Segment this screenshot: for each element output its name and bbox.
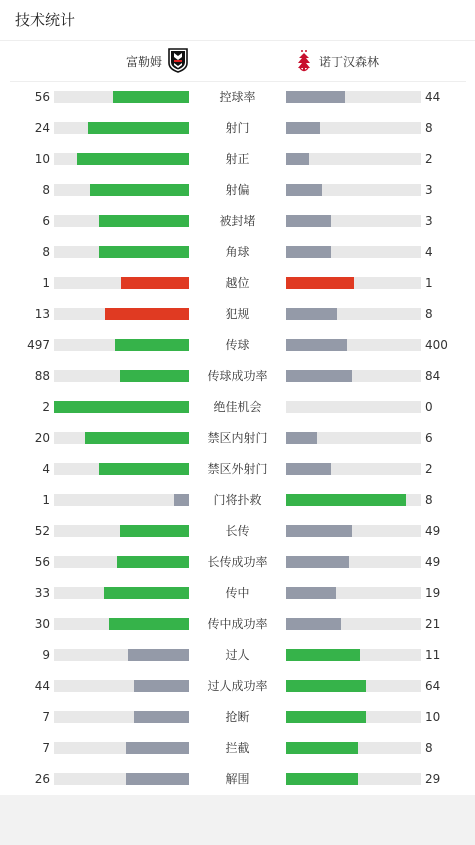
away-value: 2 bbox=[425, 462, 433, 476]
away-bar-fill bbox=[286, 773, 358, 785]
home-value: 20 bbox=[34, 431, 50, 445]
home-bar-fill bbox=[174, 494, 189, 506]
stat-row bbox=[0, 268, 475, 299]
stat-label: 射正 bbox=[225, 152, 250, 166]
stat-row bbox=[0, 578, 475, 609]
away-bar-fill bbox=[286, 494, 406, 506]
stat-label: 长传成功率 bbox=[207, 555, 268, 569]
home-bar-fill bbox=[126, 773, 189, 785]
away-bar-fill bbox=[286, 308, 337, 320]
away-value: 11 bbox=[425, 648, 441, 662]
stat-row bbox=[0, 392, 475, 423]
away-bar-track bbox=[286, 153, 421, 165]
home-bar-fill bbox=[120, 525, 189, 537]
home-value: 1 bbox=[42, 276, 50, 290]
home-value: 497 bbox=[27, 338, 50, 352]
away-bar-track bbox=[286, 277, 421, 289]
stat-row bbox=[0, 175, 475, 206]
home-bar-track bbox=[54, 432, 189, 444]
home-bar-fill bbox=[104, 587, 189, 599]
away-bar-fill bbox=[286, 742, 358, 754]
stat-label: 禁区内射门 bbox=[207, 431, 268, 445]
home-value: 10 bbox=[34, 152, 50, 166]
away-bar-track bbox=[286, 587, 421, 599]
away-bar-fill bbox=[286, 525, 352, 537]
away-bar-track bbox=[286, 742, 421, 754]
stat-label: 过人成功率 bbox=[207, 679, 268, 693]
away-bar-track bbox=[286, 432, 421, 444]
home-value: 26 bbox=[34, 772, 50, 786]
stat-row bbox=[0, 547, 475, 578]
home-value: 6 bbox=[42, 214, 50, 228]
away-value: 49 bbox=[425, 524, 441, 538]
away-value: 0 bbox=[425, 400, 433, 414]
stat-label: 角球 bbox=[225, 245, 250, 259]
away-bar-track bbox=[286, 773, 421, 785]
away-bar-track bbox=[286, 122, 421, 134]
home-bar-track bbox=[54, 184, 189, 196]
home-bar-fill bbox=[99, 463, 189, 475]
away-value: 1 bbox=[425, 276, 433, 290]
away-bar-track bbox=[286, 339, 421, 351]
home-value: 13 bbox=[34, 307, 50, 321]
stat-label: 射门 bbox=[225, 121, 250, 135]
stat-label: 越位 bbox=[225, 276, 250, 290]
stat-row bbox=[0, 423, 475, 454]
away-bar-track bbox=[286, 401, 421, 413]
home-bar-track bbox=[54, 525, 189, 537]
away-bar-track bbox=[286, 680, 421, 692]
stat-row bbox=[0, 702, 475, 733]
home-bar-track bbox=[54, 215, 189, 227]
home-bar-track bbox=[54, 494, 189, 506]
home-bar-fill bbox=[126, 742, 189, 754]
away-value: 2 bbox=[425, 152, 433, 166]
home-bar-track bbox=[54, 401, 189, 413]
away-value: 8 bbox=[425, 121, 433, 135]
away-value: 3 bbox=[425, 214, 433, 228]
stat-row bbox=[0, 361, 475, 392]
stat-label: 犯规 bbox=[225, 307, 250, 321]
home-value: 44 bbox=[34, 679, 50, 693]
home-bar-fill bbox=[77, 153, 189, 165]
home-bar-fill bbox=[134, 680, 189, 692]
stat-label: 射偏 bbox=[225, 183, 250, 197]
away-value: 8 bbox=[425, 493, 433, 507]
home-bar-fill bbox=[113, 91, 189, 103]
away-value: 21 bbox=[425, 617, 441, 631]
home-bar-track bbox=[54, 277, 189, 289]
home-value: 33 bbox=[34, 586, 50, 600]
away-bar-fill bbox=[286, 122, 320, 134]
away-bar-fill bbox=[286, 649, 360, 661]
away-bar-track bbox=[286, 215, 421, 227]
page-title: 技术统计 bbox=[15, 11, 76, 29]
stat-row bbox=[0, 485, 475, 516]
away-value: 8 bbox=[425, 307, 433, 321]
away-bar-track bbox=[286, 711, 421, 723]
home-bar-fill bbox=[99, 215, 189, 227]
stat-label: 门将扑救 bbox=[213, 493, 262, 507]
stat-row bbox=[0, 330, 475, 361]
home-value: 4 bbox=[42, 462, 50, 476]
home-bar-fill bbox=[105, 308, 189, 320]
away-bar-fill bbox=[286, 184, 322, 196]
stat-row bbox=[0, 733, 475, 764]
away-bar-track bbox=[286, 494, 421, 506]
away-value: 10 bbox=[425, 710, 441, 724]
stat-row bbox=[0, 671, 475, 702]
away-bar-fill bbox=[286, 587, 336, 599]
home-value: 8 bbox=[42, 183, 50, 197]
away-bar-track bbox=[286, 556, 421, 568]
stat-label: 传中 bbox=[225, 586, 250, 600]
stat-row bbox=[0, 144, 475, 175]
stat-row bbox=[0, 454, 475, 485]
home-value: 56 bbox=[34, 90, 50, 104]
home-bar-fill bbox=[88, 122, 189, 134]
stat-row bbox=[0, 516, 475, 547]
home-bar-fill bbox=[99, 246, 189, 258]
away-value: 3 bbox=[425, 183, 433, 197]
home-bar-track bbox=[54, 587, 189, 599]
away-value: 4 bbox=[425, 245, 433, 259]
away-bar-fill bbox=[286, 91, 345, 103]
home-bar-fill bbox=[54, 401, 189, 413]
home-bar-track bbox=[54, 773, 189, 785]
home-bar-track bbox=[54, 618, 189, 630]
away-value: 84 bbox=[425, 369, 441, 383]
home-bar-fill bbox=[109, 618, 189, 630]
home-value: 56 bbox=[34, 555, 50, 569]
stat-label: 传球成功率 bbox=[207, 369, 268, 383]
away-value: 44 bbox=[425, 90, 441, 104]
home-bar-fill bbox=[90, 184, 189, 196]
stat-label: 传球 bbox=[225, 338, 250, 352]
stat-label: 长传 bbox=[225, 524, 250, 538]
away-value: 19 bbox=[425, 586, 441, 600]
home-value: 7 bbox=[42, 710, 50, 724]
stat-row bbox=[0, 113, 475, 144]
home-bar-track bbox=[54, 463, 189, 475]
home-bar-track bbox=[54, 370, 189, 382]
stat-label: 传中成功率 bbox=[207, 617, 268, 631]
stat-label: 绝佳机会 bbox=[213, 400, 262, 414]
away-bar-track bbox=[286, 184, 421, 196]
away-bar-track bbox=[286, 246, 421, 258]
stat-label: 被封堵 bbox=[219, 214, 256, 228]
stat-row bbox=[0, 764, 475, 795]
stat-label: 禁区外射门 bbox=[207, 462, 268, 476]
home-bar-fill bbox=[117, 556, 189, 568]
away-bar-fill bbox=[286, 463, 331, 475]
away-bar-fill bbox=[286, 246, 331, 258]
stat-label: 控球率 bbox=[219, 90, 256, 104]
away-bar-fill bbox=[286, 370, 352, 382]
stat-row bbox=[0, 237, 475, 268]
fulham-crest-icon bbox=[168, 48, 188, 73]
away-bar-track bbox=[286, 463, 421, 475]
away-bar-track bbox=[286, 649, 421, 661]
away-bar-track bbox=[286, 618, 421, 630]
away-bar-track bbox=[286, 525, 421, 537]
home-bar-fill bbox=[128, 649, 189, 661]
stat-row bbox=[0, 206, 475, 237]
stat-label: 拦截 bbox=[225, 741, 250, 755]
away-bar-fill bbox=[286, 432, 317, 444]
away-bar-fill bbox=[286, 339, 347, 351]
home-bar-track bbox=[54, 122, 189, 134]
away-bar-fill bbox=[286, 277, 354, 289]
home-value: 24 bbox=[34, 121, 50, 135]
away-value: 400 bbox=[425, 338, 448, 352]
home-value: 88 bbox=[34, 369, 50, 383]
home-value: 30 bbox=[34, 617, 50, 631]
nottingham-forest-crest-icon bbox=[296, 49, 312, 74]
away-bar-fill bbox=[286, 618, 341, 630]
title-divider bbox=[0, 40, 475, 41]
home-value: 52 bbox=[34, 524, 50, 538]
home-value: 1 bbox=[42, 493, 50, 507]
away-bar-track bbox=[286, 370, 421, 382]
home-bar-fill bbox=[120, 370, 189, 382]
home-team-name: 富勒姆 bbox=[125, 55, 162, 69]
teams-header bbox=[0, 45, 475, 79]
home-bar-track bbox=[54, 742, 189, 754]
stat-label: 过人 bbox=[225, 648, 250, 662]
home-value: 8 bbox=[42, 245, 50, 259]
stat-row bbox=[0, 82, 475, 113]
home-bar-track bbox=[54, 153, 189, 165]
away-bar-fill bbox=[286, 556, 349, 568]
away-bar-fill bbox=[286, 153, 309, 165]
stat-label: 抢断 bbox=[225, 710, 250, 724]
away-bar-fill bbox=[286, 680, 366, 692]
home-bar-fill bbox=[121, 277, 189, 289]
away-value: 8 bbox=[425, 741, 433, 755]
stat-row bbox=[0, 640, 475, 671]
home-value: 2 bbox=[42, 400, 50, 414]
away-bar-track bbox=[286, 308, 421, 320]
away-value: 64 bbox=[425, 679, 441, 693]
away-value: 29 bbox=[425, 772, 441, 786]
home-bar-track bbox=[54, 711, 189, 723]
away-bar-track bbox=[286, 91, 421, 103]
home-bar-track bbox=[54, 91, 189, 103]
home-bar-fill bbox=[115, 339, 189, 351]
home-bar-track bbox=[54, 680, 189, 692]
stat-label: 解围 bbox=[225, 772, 250, 786]
away-bar-fill bbox=[286, 215, 331, 227]
away-team-name: 诺丁汉森林 bbox=[319, 55, 380, 69]
stat-row bbox=[0, 609, 475, 640]
home-bar-track bbox=[54, 556, 189, 568]
stat-row bbox=[0, 299, 475, 330]
home-bar-track bbox=[54, 339, 189, 351]
home-bar-fill bbox=[85, 432, 189, 444]
away-bar-fill bbox=[286, 711, 366, 723]
home-value: 9 bbox=[42, 648, 50, 662]
home-bar-track bbox=[54, 246, 189, 258]
home-bar-fill bbox=[134, 711, 189, 723]
away-value: 6 bbox=[425, 431, 433, 445]
home-bar-track bbox=[54, 308, 189, 320]
home-value: 7 bbox=[42, 741, 50, 755]
away-value: 49 bbox=[425, 555, 441, 569]
home-bar-track bbox=[54, 649, 189, 661]
